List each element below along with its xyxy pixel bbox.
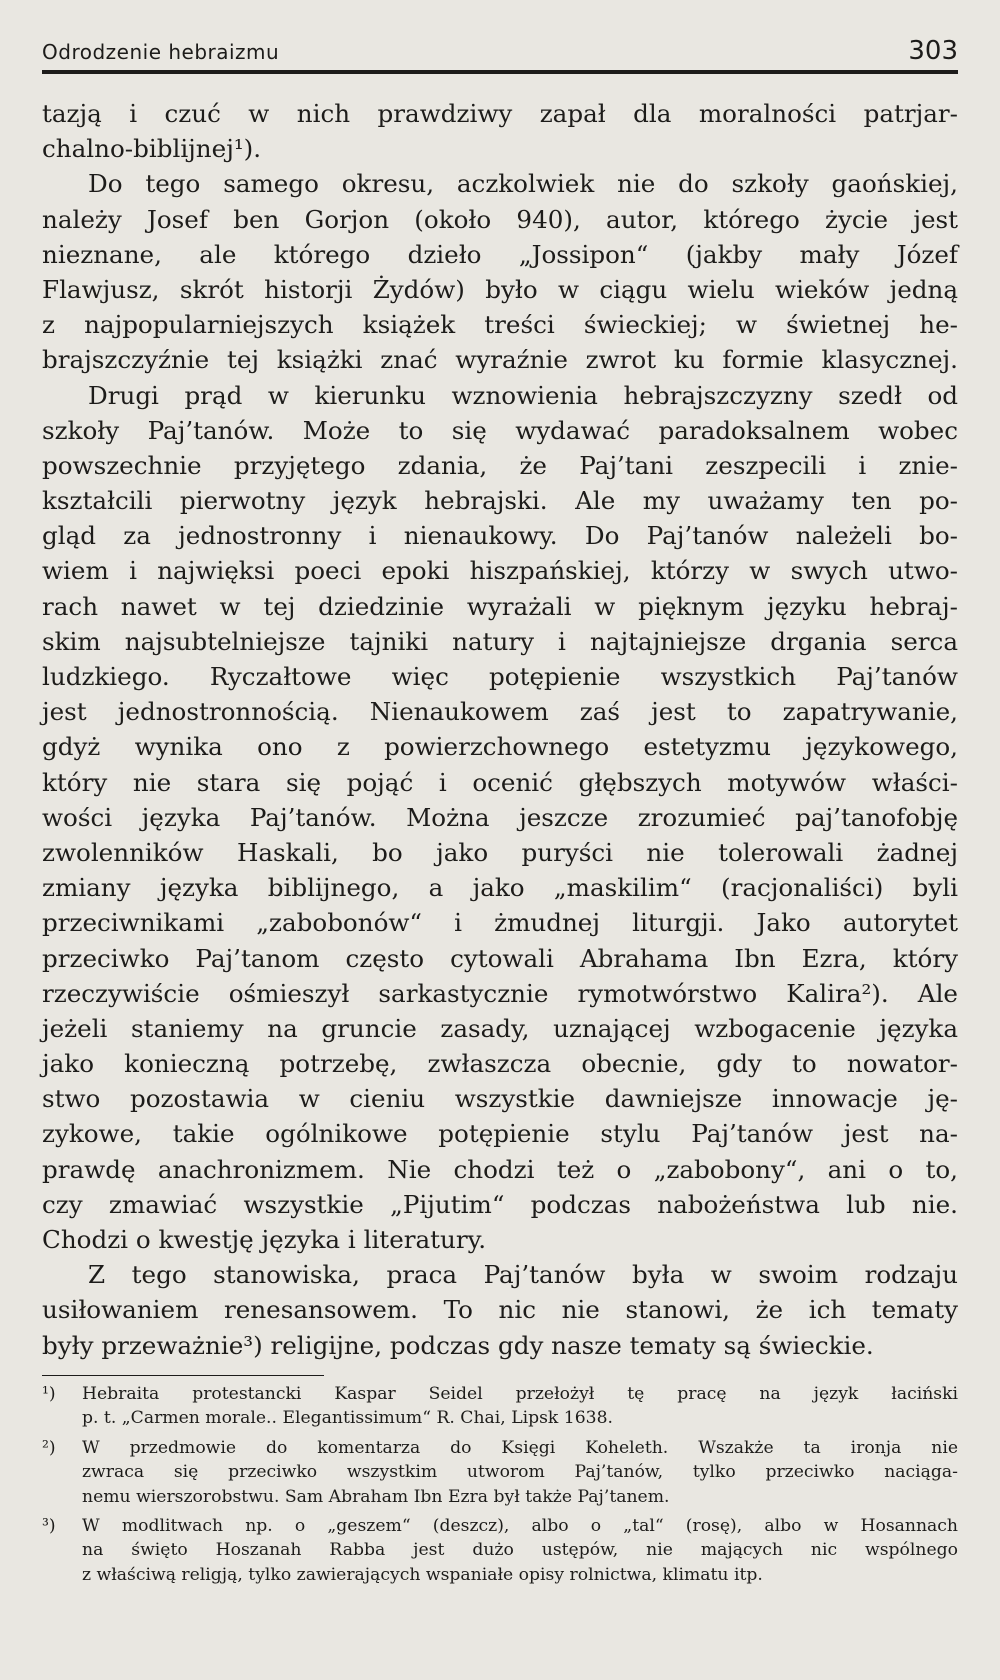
footnote-marker: ³)	[42, 1516, 56, 1537]
body-line: ludzkiego. Ryczałtowe więc potępienie wszystkich Paj’tanów	[42, 662, 958, 691]
body-line: były przeważnie³) religijne, podczas gdy nasze tematy są świeckie.	[42, 1330, 874, 1360]
body-line: należy Josef ben Gorjon (około 940), autor, którego życie jest	[42, 204, 958, 234]
footnote-line: W modlitwach np. o „geszem“ (deszcz), albo o „tal“ (rosę), albo w Hosannach	[82, 1516, 958, 1537]
body-line: kształcili pierwotny język hebrajski. Ale my uważamy ten po-	[42, 486, 958, 516]
body-line: Do tego samego okresu, aczkolwiek nie do szkoły gaońskiej,	[88, 169, 958, 199]
body-line: usiłowaniem renesansowem. To nic nie stanowi, że ich tematy	[42, 1295, 958, 1325]
body-line: gląd za jednostronny i nienaukowy. Do Paj’tanów należeli bo-	[42, 521, 958, 551]
body-line: skim najsubtelniejsze tajniki natury i najtajniejsze drgania serca	[42, 626, 958, 656]
body-line: przeciwnikami „zabobonów“ i żmudnej liturgji. Jako autorytet	[42, 908, 958, 938]
footnote-line: na święto Hoszanah Rabba jest dużo ustępów, nie mających nic wspólnego	[82, 1540, 958, 1561]
body-line: przeciwko Paj’tanom często cytowali Abrahama Ibn Ezra, który	[42, 943, 958, 973]
footnote-line: Hebraita protestancki Kaspar Seidel przełożył tę pracę na język łaciński	[82, 1384, 958, 1404]
body-line: jeżeli staniemy na gruncie zasady, uznającej wzbogacenie języka	[42, 1013, 958, 1043]
body-line: nieznane, ale którego dzieło „Jossipon“ (jakby mały Józef	[42, 239, 958, 269]
body-line: czy zmawiać wszystkie „Pijutim“ podczas nabożeństwa lub nie.	[42, 1189, 958, 1219]
footnote-marker: ²)	[42, 1437, 56, 1458]
footnote-line: p. t. „Carmen morale.. Elegantissimum“ R. Chai, Lipsk 1638.	[82, 1408, 614, 1429]
body-line: Chodzi o kwestję języka i literatury.	[42, 1225, 487, 1254]
body-line: powszechnie przyjętego zdania, że Paj’tani zeszpecili i znie-	[42, 450, 958, 480]
footnote-line: zwraca się przeciwko wszystkim utworom Paj’tanów, tylko przeciwko naciąga-	[82, 1462, 958, 1483]
body-line: zykowe, takie ogólnikowe potępienie stylu Paj’tanów jest na-	[42, 1119, 958, 1149]
body-line: brajszczyźnie tej książki znać wyraźnie zwrot ku formie klasycznej.	[42, 345, 958, 375]
body-line: wiem i najwięksi poeci epoki hiszpańskiej, którzy w swych utwo-	[42, 556, 958, 586]
body-line: wości języka Paj’tanów. Można jeszcze zrozumieć paj’tanofobję	[42, 802, 958, 832]
footnote-separator	[42, 1375, 324, 1376]
body-line: chalno-biblijnej¹).	[42, 134, 262, 164]
body-line: tazją i czuć w nich prawdziwy zapał dla moralności patrjar-	[42, 99, 958, 128]
body-line: gdyż wynika ono z powierzchownego estetyzmu językowego,	[42, 732, 958, 762]
body-line: który nie stara się pojąć i ocenić głębszych motywów właści-	[42, 767, 958, 797]
footnotes	[42, 1382, 958, 1592]
body-line: jako konieczną potrzebę, zwłaszcza obecnie, gdy to nowator-	[42, 1049, 958, 1079]
body-text	[42, 96, 958, 1363]
body-line: rach nawet w tej dziedzinie wyrażali w pięknym języku hebraj-	[42, 591, 958, 621]
body-line: zwolenników Haskali, bo jako puryści nie tolerowali żadnej	[42, 837, 958, 867]
header-rule	[42, 70, 958, 74]
body-line: szkoły Paj’tanów. Może to się wydawać paradoksalnem wobec	[42, 415, 958, 445]
footnote-line: W przedmowie do komentarza do Księgi Koheleth. Wszakże ta ironja nie	[82, 1437, 958, 1458]
running-head	[42, 28, 958, 72]
body-line: zmiany języka biblijnego, a jako „maskilim“ (racjonaliści) byli	[42, 873, 958, 903]
footnote-2	[42, 1436, 958, 1509]
footnote-3	[42, 1514, 958, 1587]
body-line: Z tego stanowiska, praca Paj’tanów była w swoim rodzaju	[88, 1260, 958, 1290]
footnote-line: nemu wierszorobstwu. Sam Abraham Ibn Ezra był także Paj’tanem.	[82, 1486, 670, 1507]
body-line: prawdę anachronizmem. Nie chodzi też o „zabobony“, ani o to,	[42, 1154, 958, 1184]
body-line: rzeczywiście ośmieszył sarkastycznie rymotwórstwo Kalira²). Ale	[42, 978, 958, 1008]
body-line: Drugi prąd w kierunku wznowienia hebrajszczyzny szedł od	[88, 380, 958, 410]
body-line: Flawjusz, skrót historji Żydów) było w ciągu wielu wieków jedną	[42, 274, 958, 304]
footnote-line: z właściwą religją, tylko zawierających wspaniałe opisy rolnictwa, klimatu itp.	[82, 1564, 763, 1585]
running-head-title: Odrodzenie hebraizmu	[42, 40, 280, 64]
body-line: z najpopularniejszych książek treści świeckiej; w świetnej he-	[42, 310, 958, 340]
page-number: 303	[908, 36, 958, 66]
footnote-marker: ¹)	[42, 1384, 56, 1404]
body-line: jest jednostronnością. Nienaukowem zaś jest to zapatrywanie,	[42, 697, 958, 727]
footnote-1	[42, 1382, 958, 1431]
body-line: stwo pozostawia w cieniu wszystkie dawniejsze innowacje ję-	[42, 1084, 958, 1114]
